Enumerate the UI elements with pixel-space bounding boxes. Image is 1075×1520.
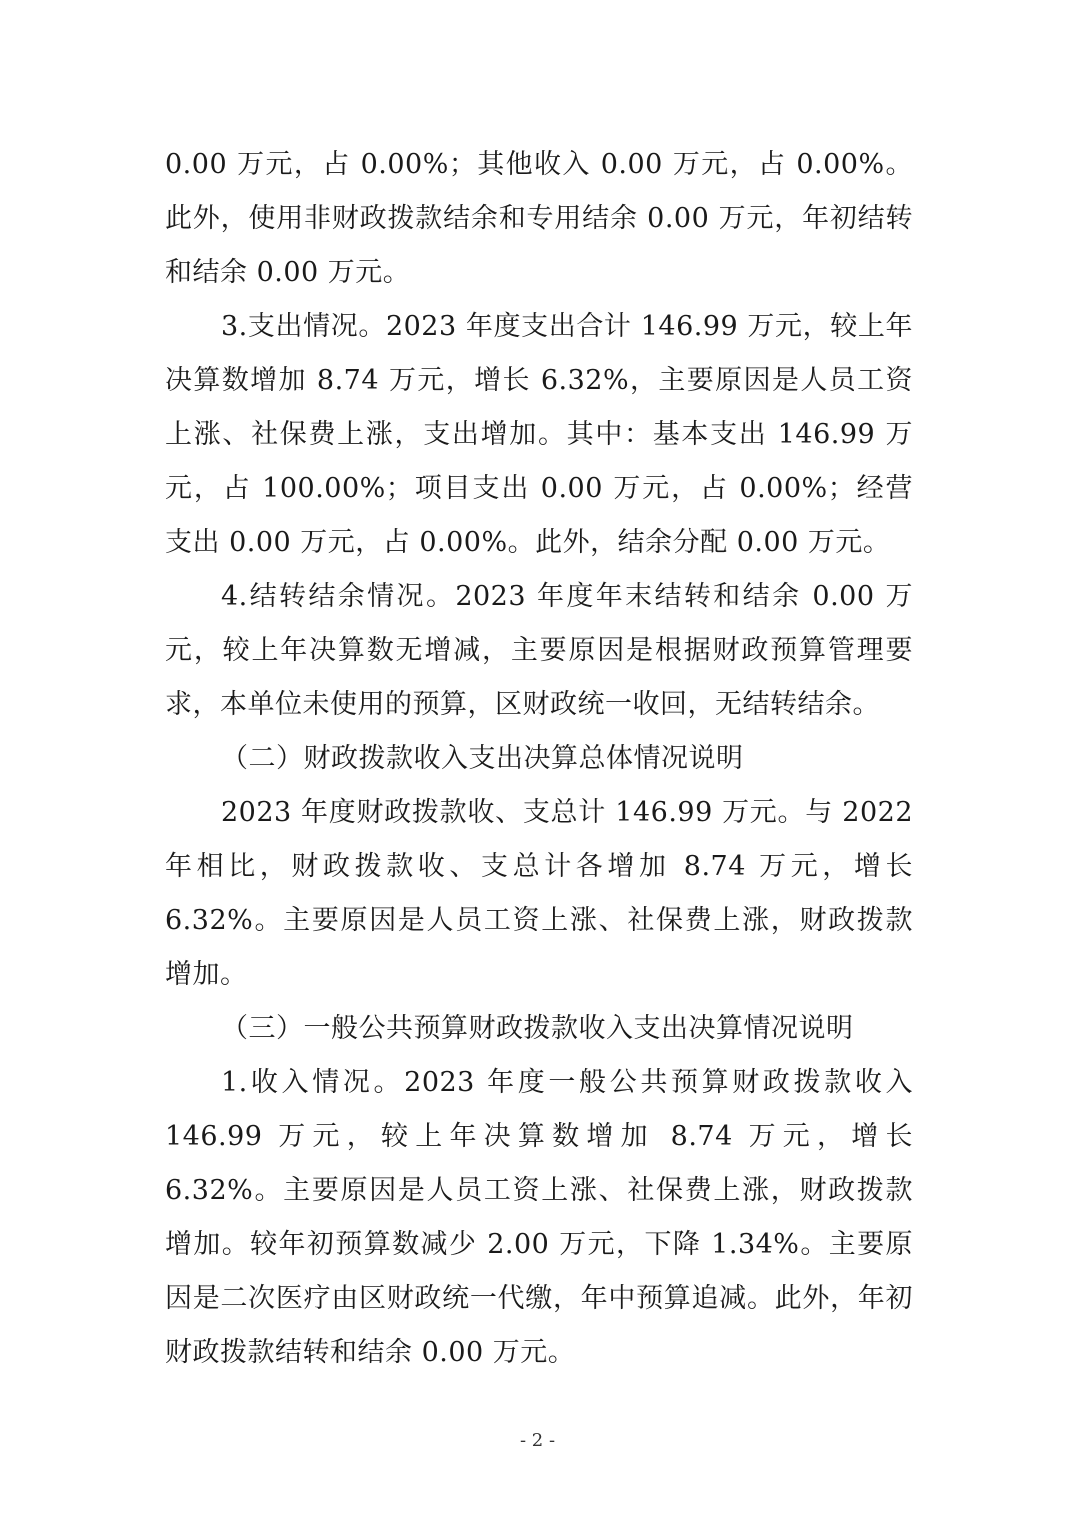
document-body	[165, 138, 913, 1380]
page-number: - 2 -	[519, 1430, 556, 1451]
paragraph-general-budget-income: 1.收入情况。2023 年度一般公共预算财政拨款收入 146.99 万元，较上年决算数增加 8.74 万元，增长 6.32%。主要原因是人员工资上涨、社保费上涨，财政拨款增加。较年初预算数减少 2.00 万元，下降 1.34%。主要原因是二次医疗由区财政统一代缴，年中预算追减。此外，年初财政拨款结转和结余 0.00 万元。	[165, 1067, 913, 1368]
section-heading-general-budget: （三）一般公共预算财政拨款收入支出决算情况说明	[221, 1013, 854, 1044]
paragraph-expenditure: 3.支出情况。2023 年度支出合计 146.99 万元，较上年决算数增加 8.74 万元，增长 6.32%，主要原因是人员工资上涨、社保费上涨，支出增加。其中：基本支出 146.99 万元，占 100.00%；项目支出 0.00 万元，占 0.00%；经营支出 0.00 万元，占 0.00%。此外，结余分配 0.00 万元。	[165, 311, 913, 558]
paragraph-income-continuation: 0.00 万元，占 0.00%；其他收入 0.00 万元，占 0.00%。此外，使用非财政拨款结余和专用结余 0.00 万元，年初结转和结余 0.00 万元。	[165, 149, 913, 288]
paragraph-carryover: 4.结转结余情况。2023 年度年末结转和结余 0.00 万元，较上年决算数无增减，主要原因是根据财政预算管理要求，本单位未使用的预算，区财政统一收回，无结转结余。	[165, 581, 913, 720]
paragraph-fiscal-overall: 2023 年度财政拨款收、支总计 146.99 万元。与 2022 年相比，财政拨款收、支总计各增加 8.74 万元，增长 6.32%。主要原因是人员工资上涨、社保费上涨，财政拨款增加。	[165, 797, 913, 990]
section-heading-fiscal-overall: （二）财政拨款收入支出决算总体情况说明	[221, 743, 744, 774]
